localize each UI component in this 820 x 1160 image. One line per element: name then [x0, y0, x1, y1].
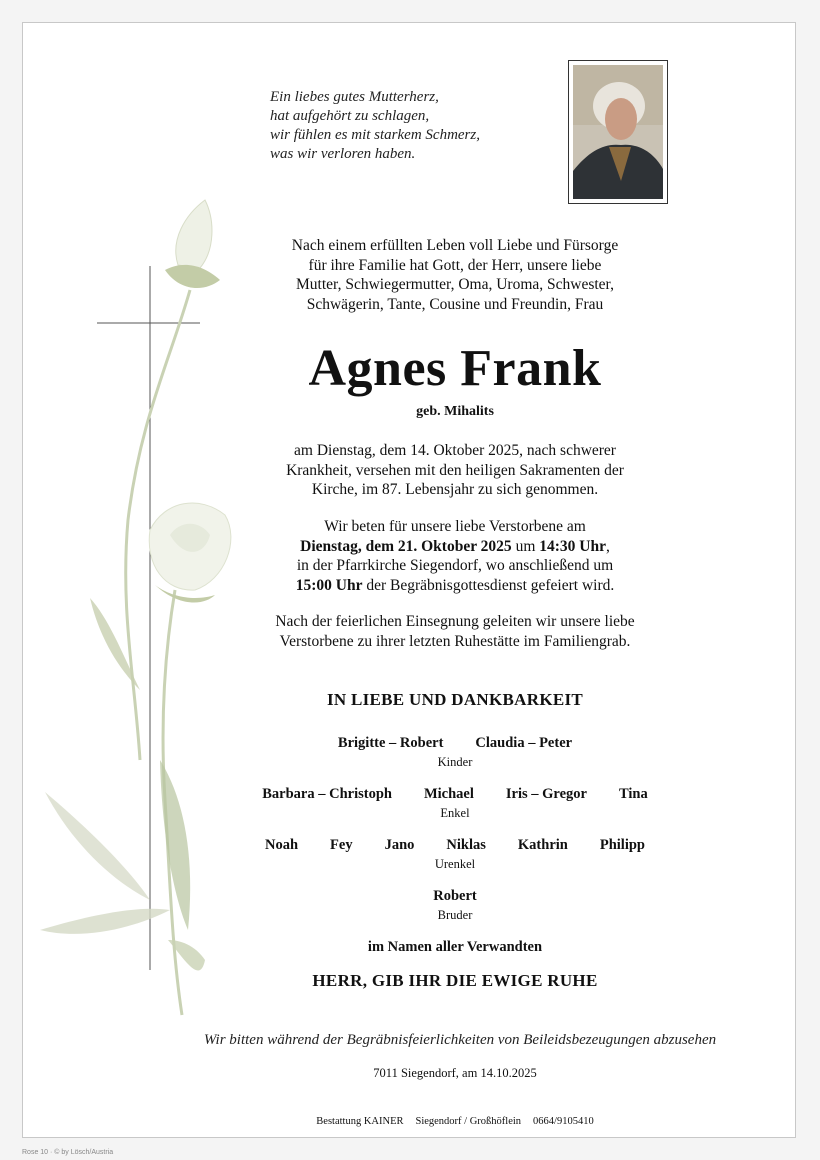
mourner-name: Philipp	[599, 837, 645, 853]
mourner-name: Noah	[264, 837, 299, 853]
poem-line: Ein liebes gutes Mutterherz,	[270, 89, 439, 105]
condolence-request: Wir bitten während der Begräbnisfeierlichkeiten von Beileidsbezeugungen abzusehen	[203, 1032, 717, 1048]
death-notice-line: Krankheit, versehen mit den heiligen Sakramenten der	[286, 461, 624, 479]
mourner-name: Michael	[423, 786, 474, 802]
death-notice	[150, 441, 760, 500]
mourner-name: Kathrin	[517, 837, 568, 853]
service-um: um	[511, 537, 540, 555]
intro-line: Schwägerin, Tante, Cousine und Freundin, Frau	[306, 295, 604, 313]
deceased-name: Agnes Frank	[308, 340, 602, 397]
portrait-photo-icon	[569, 61, 667, 203]
intro-line: Mutter, Schwiegermutter, Oma, Uroma, Schwester,	[296, 276, 614, 293]
mourners-brother	[150, 888, 760, 923]
mourner-name: Niklas	[446, 837, 486, 853]
service-line: in der Pfarrkirche Siegendorf, wo anschließend um	[296, 557, 614, 574]
intro-text	[150, 236, 760, 314]
mourners-children	[150, 735, 760, 770]
service-comma: ,	[605, 537, 610, 555]
mass-time: 15:00 Uhr	[295, 576, 363, 594]
prayer-line: HERR, GIB IHR DIE EWIGE RUHE	[312, 971, 598, 990]
service-line-mass	[150, 576, 760, 596]
closing-line: im Namen aller Verwandten	[367, 939, 543, 955]
poem-line: was wir verloren haben.	[270, 146, 416, 162]
birth-name: geb. Mihalits	[416, 404, 494, 419]
mourner-name: Tina	[618, 786, 648, 802]
poem-line: wir fühlen es mit starkem Schmerz,	[270, 127, 480, 143]
death-notice-line: am Dienstag, dem 14. Oktober 2025, nach schwerer	[294, 442, 616, 459]
service-time: 14:30 Uhr	[539, 537, 606, 555]
poem-line: hat aufgehört zu schlagen,	[270, 108, 430, 124]
burial-line: Verstorbene zu ihrer letzten Ruhestätte im Familiengrab.	[279, 632, 631, 650]
place-date: 7011 Siegendorf, am 14.10.2025	[373, 1066, 537, 1080]
gratitude-heading: IN LIEBE UND DANKBARKEIT	[326, 690, 584, 709]
service-line-date	[150, 537, 760, 557]
relation-label: Enkel	[440, 806, 470, 820]
mourner-name: Fey	[330, 837, 353, 853]
portrait-photo	[568, 60, 668, 204]
mourners-grandchildren	[150, 786, 760, 821]
undertaker-phone: 0664/9105410	[533, 1116, 594, 1127]
mourner-name: Robert	[433, 888, 477, 904]
relation-label: Kinder	[437, 755, 473, 769]
poem	[270, 88, 570, 164]
mourners-great-grandchildren	[150, 837, 760, 872]
intro-line: Nach einem erfüllten Leben voll Liebe und Fürsorge	[291, 237, 619, 254]
undertaker-location: Siegendorf / Großhöflein	[415, 1116, 522, 1127]
relation-label: Bruder	[437, 908, 473, 922]
intro-line: für ihre Familie hat Gott, der Herr, unsere liebe	[308, 256, 602, 274]
service-line: Wir beten für unsere liebe Verstorbene am	[324, 518, 586, 535]
burial-info	[150, 612, 760, 651]
mourner-name: Barbara – Christoph	[262, 786, 392, 802]
design-credit: Rose 10 · © by Lösch/Austria	[22, 1149, 114, 1156]
service-date: Dienstag, dem 21. Oktober 2025	[300, 537, 512, 555]
undertaker: Bestattung KAINER	[316, 1116, 404, 1127]
mourner-name: Brigitte – Robert	[337, 735, 444, 751]
service-info	[150, 517, 760, 595]
mourner-name: Jano	[384, 837, 415, 853]
relation-label: Urenkel	[434, 857, 476, 871]
mass-text: der Begräbnisgottesdienst gefeiert wird.	[362, 576, 615, 594]
mourner-name: Claudia – Peter	[475, 735, 573, 751]
mourner-name: Iris – Gregor	[505, 786, 587, 802]
death-notice-line: Kirche, im 87. Lebensjahr zu sich genommen.	[311, 481, 599, 498]
burial-line: Nach der feierlichen Einsegnung geleiten wir unsere liebe	[275, 613, 635, 630]
footer	[150, 1116, 760, 1127]
